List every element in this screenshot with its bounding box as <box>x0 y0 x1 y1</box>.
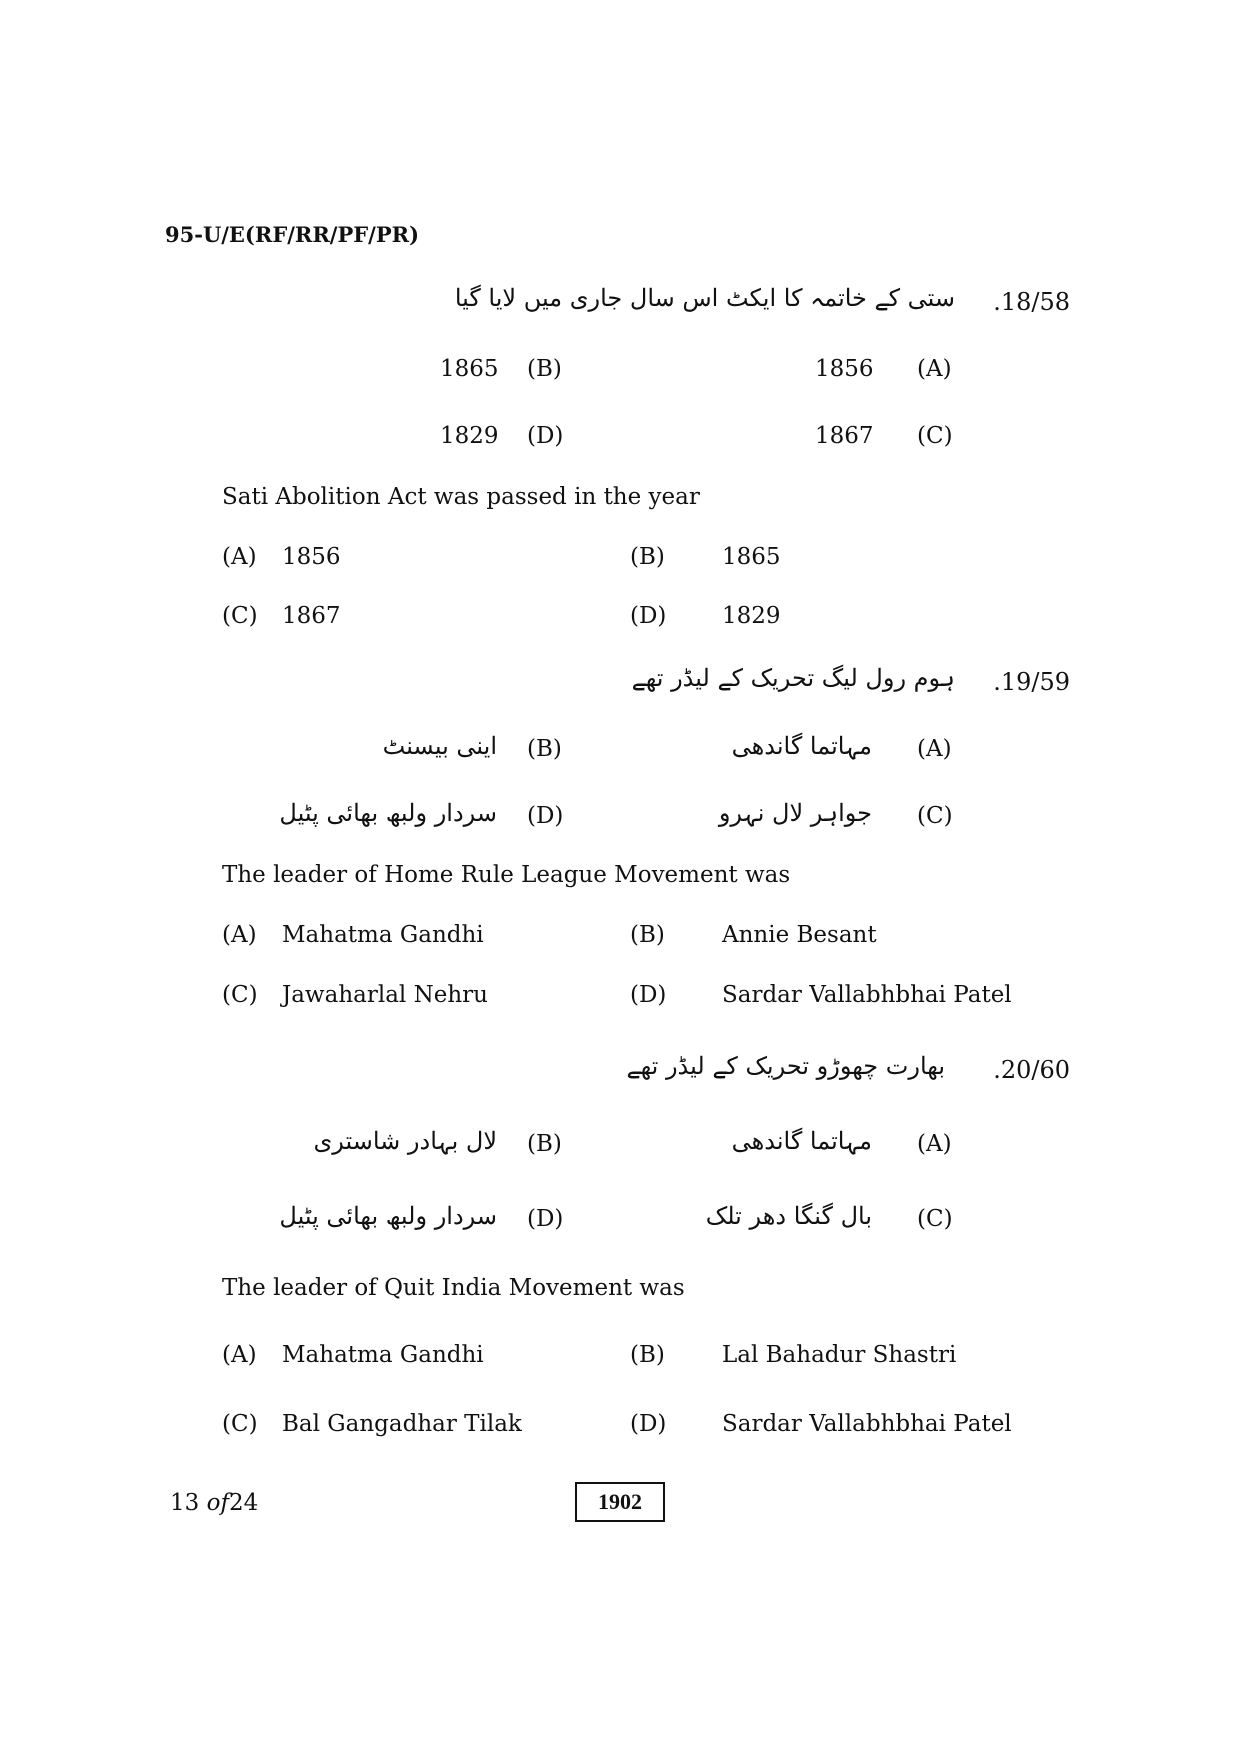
urdu-opt-label-B: (B) <box>527 1131 562 1157</box>
booklet-code: 1902 <box>575 1482 665 1522</box>
urdu-opt-value-C: 1867 <box>815 423 874 449</box>
urdu-opt-value-A: مہاتما گاندھی <box>731 732 872 760</box>
urdu-question-20: بھارت چھوڑو تحریک کے لیڈر تھے <box>626 1052 945 1080</box>
english-opt-label-A: (A) <box>222 922 257 948</box>
english-opt-label-C: (C) <box>222 982 258 1008</box>
urdu-opt-label-B: (B) <box>527 356 562 382</box>
urdu-opt-value-A: مہاتما گاندھی <box>731 1127 872 1155</box>
urdu-opt-value-C: جواہر لال نہرو <box>718 799 872 827</box>
urdu-opt-value-D: سردار ولبھ بھائی پٹیل <box>279 799 497 827</box>
urdu-opt-label-D: (D) <box>527 423 564 449</box>
urdu-opt-value-B: اینی بیسنٹ <box>382 732 497 760</box>
urdu-opt-label-A: (A) <box>917 736 952 762</box>
english-opt-label-A: (A) <box>222 544 257 570</box>
english-opt-label-B: (B) <box>630 1342 665 1368</box>
english-opt-label-D: (D) <box>630 603 667 629</box>
english-opt-value-A: Mahatma Gandhi <box>282 1342 484 1368</box>
urdu-opt-label-A: (A) <box>917 356 952 382</box>
urdu-opt-value-B: 1865 <box>440 356 499 382</box>
urdu-opt-label-B: (B) <box>527 736 562 762</box>
urdu-opt-label-D: (D) <box>527 803 564 829</box>
english-opt-label-C: (C) <box>222 603 258 629</box>
page-of: of <box>206 1490 229 1516</box>
english-opt-label-A: (A) <box>222 1342 257 1368</box>
english-opt-label-B: (B) <box>630 922 665 948</box>
urdu-question-18: ستی کے خاتمہ کا ایکٹ اس سال جاری میں لایا گیا <box>454 284 955 312</box>
urdu-question-19: ہوم رول لیگ تحریک کے لیڈر تھے <box>631 664 955 692</box>
english-opt-label-C: (C) <box>222 1411 258 1437</box>
english-opt-label-D: (D) <box>630 982 667 1008</box>
english-opt-value-A: Mahatma Gandhi <box>282 922 484 948</box>
page-current: 13 <box>170 1490 200 1516</box>
english-opt-value-A: 1856 <box>282 544 341 570</box>
urdu-opt-label-C: (C) <box>917 1206 953 1232</box>
paper-code: 95-U/E(RF/RR/PF/PR) <box>165 222 420 247</box>
question-number-18: .18/58 <box>993 288 1070 316</box>
urdu-opt-label-C: (C) <box>917 803 953 829</box>
english-question-20: The leader of Quit India Movement was <box>222 1275 685 1301</box>
english-opt-value-C: 1867 <box>282 603 341 629</box>
urdu-opt-value-D: 1829 <box>440 423 499 449</box>
english-opt-value-B: 1865 <box>722 544 781 570</box>
urdu-opt-label-D: (D) <box>527 1206 564 1232</box>
english-question-19: The leader of Home Rule League Movement was <box>222 862 791 888</box>
page-total: 24 <box>228 1490 259 1516</box>
english-opt-value-B: Lal Bahadur Shastri <box>722 1342 957 1368</box>
urdu-opt-label-A: (A) <box>917 1131 952 1157</box>
english-opt-value-C: Jawaharlal Nehru <box>282 982 488 1008</box>
question-number-20: .20/60 <box>993 1056 1070 1084</box>
english-opt-value-D: 1829 <box>722 603 781 629</box>
english-opt-value-D: Sardar Vallabhbhai Patel <box>722 1411 1012 1437</box>
english-opt-label-B: (B) <box>630 544 665 570</box>
urdu-opt-value-C: بال گنگا دھر تلک <box>705 1202 872 1230</box>
english-opt-label-D: (D) <box>630 1411 667 1437</box>
english-opt-value-D: Sardar Vallabhbhai Patel <box>722 982 1012 1008</box>
urdu-opt-value-B: لال بہادر شاستری <box>313 1127 497 1155</box>
urdu-opt-value-A: 1856 <box>815 356 874 382</box>
page-indicator <box>170 1490 258 1516</box>
urdu-opt-value-D: سردار ولبھ بھائی پٹیل <box>279 1202 497 1230</box>
english-question-18: Sati Abolition Act was passed in the year <box>222 484 700 510</box>
english-opt-value-C: Bal Gangadhar Tilak <box>282 1411 522 1437</box>
english-opt-value-B: Annie Besant <box>722 922 877 948</box>
urdu-opt-label-C: (C) <box>917 423 953 449</box>
question-number-19: .19/59 <box>993 668 1070 696</box>
